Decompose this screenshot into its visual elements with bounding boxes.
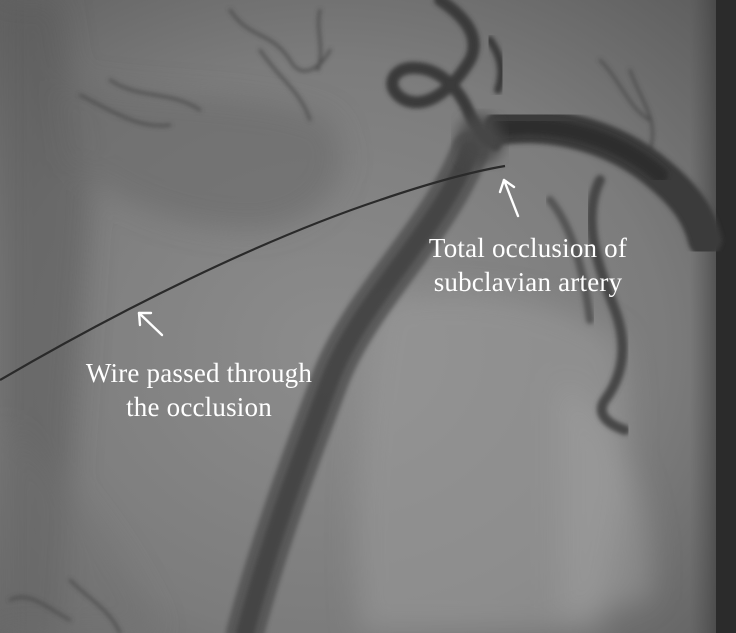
occlusion-annotation	[400, 231, 656, 299]
wire-annotation-line1: Wire passed through	[85, 358, 313, 388]
occlusion-annotation-line1: Total occlusion of	[428, 233, 628, 263]
occlusion-annotation-line2: subclavian artery	[433, 267, 623, 297]
wire-annotation-line2: the occlusion	[126, 392, 272, 422]
right-edge-border	[716, 0, 736, 633]
occlusion-region	[456, 114, 504, 166]
wire-annotation	[54, 356, 344, 424]
